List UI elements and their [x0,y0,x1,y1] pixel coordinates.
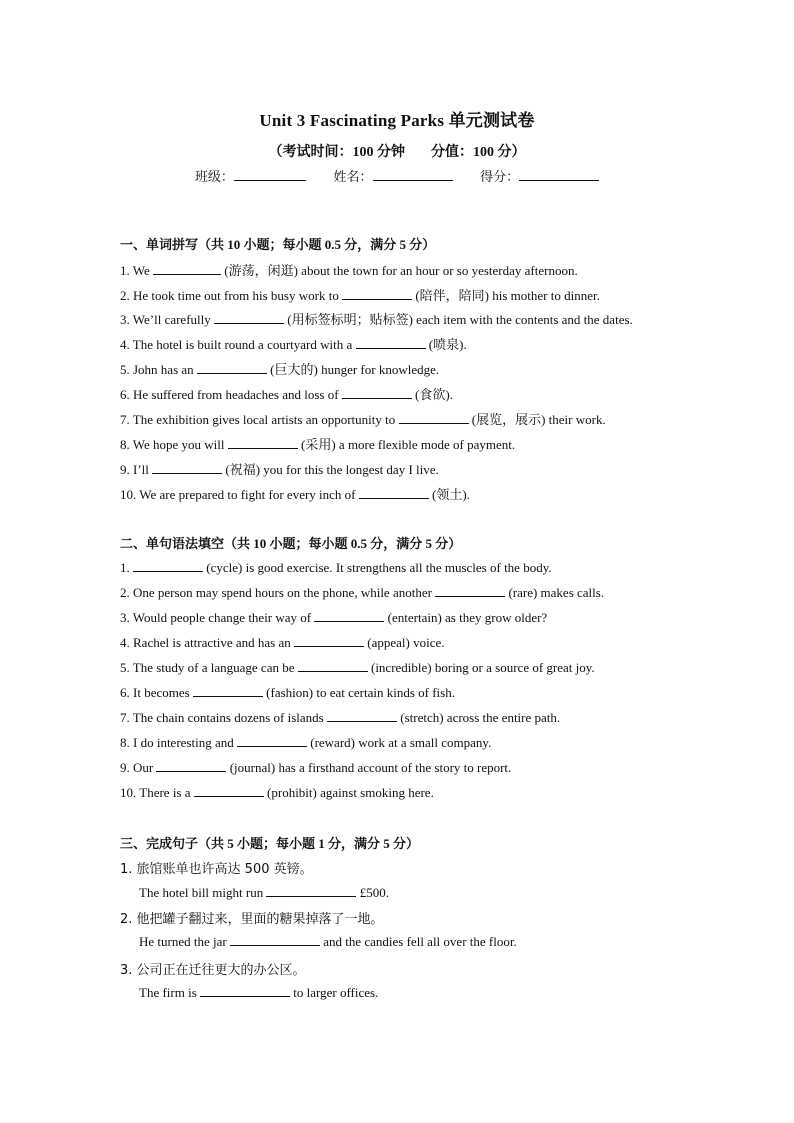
answer-blank[interactable] [356,336,426,349]
answer-blank[interactable] [228,436,298,449]
class-field [195,166,306,186]
answer-blank[interactable] [193,684,263,697]
s1-question-3: 3. We’ll carefully (用标签标明；贴标签) each item with the contents and the dates. [120,312,633,327]
grade-label: 得分： [480,170,520,185]
answer-blank[interactable] [266,884,356,897]
s3-question-1-sentence: The hotel bill might run £500. [139,885,389,900]
answer-blank[interactable] [152,461,222,474]
class-label: 班级： [194,170,234,185]
grade-field [480,166,599,186]
name-blank[interactable] [373,166,453,181]
section3-heading: 三、完成句子（共 5 小题；每小题 1 分，满分 5 分） [120,836,420,851]
answer-blank[interactable] [342,287,412,300]
name-label: 姓名： [333,170,373,185]
answer-blank[interactable] [435,584,505,597]
answer-blank[interactable] [194,784,264,797]
answer-blank[interactable] [214,311,284,324]
s1-question-7: 7. The exhibition gives local artists an opportunity to (展览，展示) their work. [120,412,606,427]
student-info [0,166,794,186]
s3-question-2-prompt: 2. 他把罐子翻过来，里面的糖果掉落了一地。 [120,912,384,927]
answer-blank[interactable] [230,933,320,946]
s2-question-3: 3. Would people change their way of (entertain) as they grow older? [120,610,548,625]
s1-question-10: 10. We are prepared to fight for every inch of (领土). [120,487,470,502]
answer-blank[interactable] [294,634,364,647]
answer-blank[interactable] [197,361,267,374]
s2-question-9: 9. Our (journal) has a firsthand account of the story to report. [120,760,512,775]
answer-blank[interactable] [237,734,307,747]
s1-question-8: 8. We hope you will (采用) a more flexible mode of payment. [120,437,516,452]
answer-blank[interactable] [156,759,226,772]
s2-question-6: 6. It becomes (fashion) to eat certain kinds of fish. [120,685,455,700]
s1-question-6: 6. He suffered from headaches and loss of (食欲). [120,387,453,402]
s2-question-10: 10. There is a (prohibit) against smoking here. [120,785,434,800]
s2-question-4: 4. Rachel is attractive and has an (appeal) voice. [120,635,445,650]
answer-blank[interactable] [342,386,412,399]
section1-heading: 一、单词拼写（共 10 小题；每小题 0.5 分，满分 5 分） [120,237,436,252]
grade-blank[interactable] [519,166,599,181]
exam-title: Unit 3 Fascinating Parks 单元测试卷 [259,111,535,130]
s3-question-3-prompt: 3. 公司正在迁往更大的办公区。 [120,963,306,978]
s2-question-5: 5. The study of a language can be (incredible) boring or a source of great joy. [120,660,595,675]
exam-score: 分值：100 分） [431,145,526,160]
answer-blank[interactable] [153,262,221,275]
s1-question-9: 9. I’ll (祝福) you for this the longest day I live. [120,462,439,477]
answer-blank[interactable] [359,486,429,499]
answer-blank[interactable] [327,709,397,722]
s3-question-1-prompt: 1. 旅馆账单也许高达 500 英镑。 [120,862,313,877]
answer-blank[interactable] [314,609,384,622]
exam-subtitle [0,141,794,161]
s1-question-1: 1. We (游荡，闲逛) about the town for an hour or so yesterday afternoon. [120,263,578,278]
s2-question-2: 2. One person may spend hours on the phone, while another (rare) makes calls. [120,585,605,600]
name-field [333,166,452,186]
s1-question-5: 5. John has an (巨大的) hunger for knowledge. [120,362,440,377]
exam-time: （考试时间：100 分钟 [268,145,405,160]
answer-blank[interactable] [133,559,203,572]
answer-blank[interactable] [200,984,290,997]
s2-question-1: 1. (cycle) is good exercise. It strengthens all the muscles of the body. [120,560,552,575]
s3-question-2-sentence: He turned the jar and the candies fell all over the floor. [139,934,517,949]
answer-blank[interactable] [298,659,368,672]
s2-question-7: 7. The chain contains dozens of islands (stretch) across the entire path. [120,710,561,725]
class-blank[interactable] [234,166,306,181]
s1-question-4: 4. The hotel is built round a courtyard with a (喷泉). [120,337,467,352]
section2-heading: 二、单句语法填空（共 10 小题；每小题 0.5 分，满分 5 分） [120,536,462,551]
answer-blank[interactable] [399,411,469,424]
s3-question-3-sentence: The firm is to larger offices. [139,985,379,1000]
s1-question-2: 2. He took time out from his busy work to (陪伴，陪同) his mother to dinner. [120,288,600,303]
s2-question-8: 8. I do interesting and (reward) work at a small company. [120,735,492,750]
